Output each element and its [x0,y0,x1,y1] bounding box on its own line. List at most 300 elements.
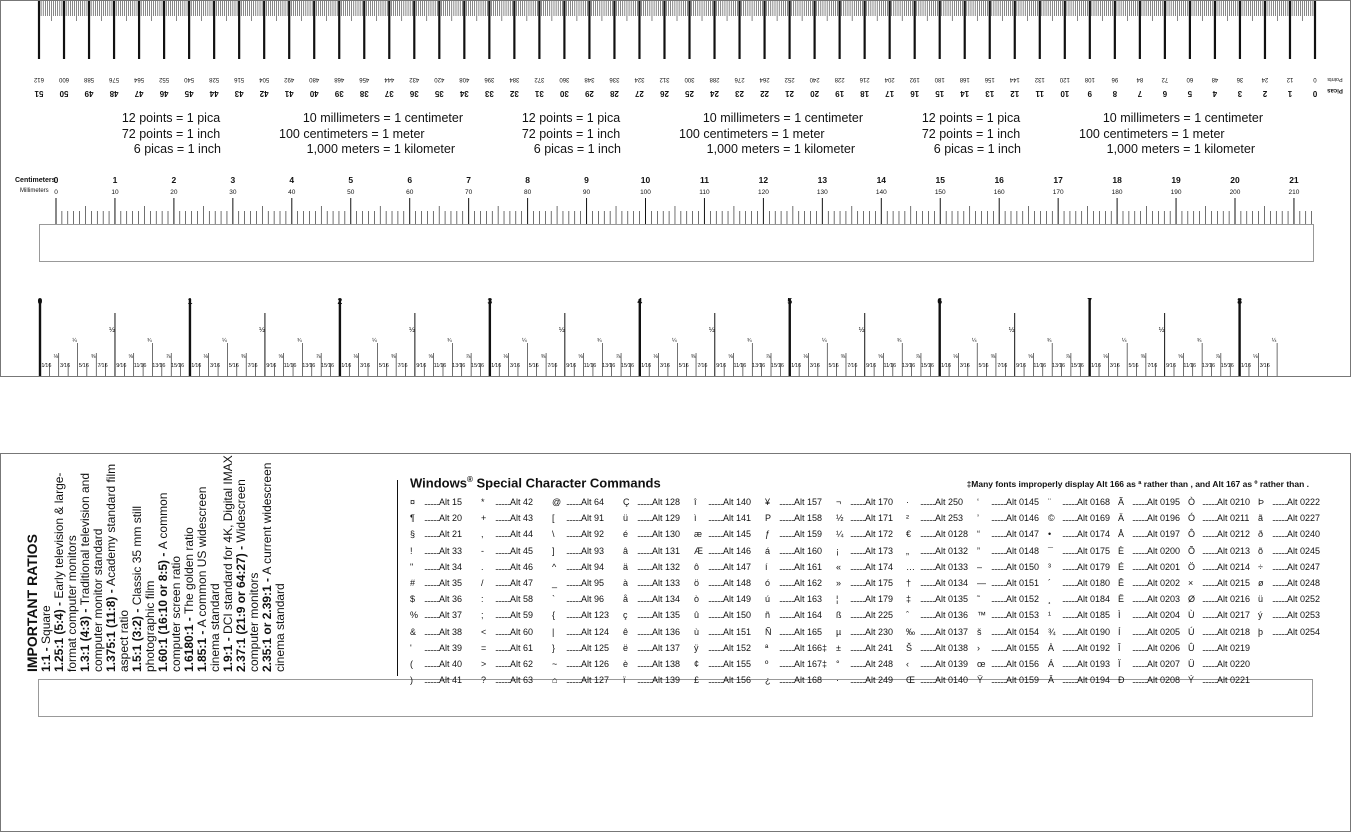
alt-column [977,494,1039,688]
alt-entry [836,607,893,623]
alt-leader: .......... [850,658,866,669]
alt-entry [694,526,751,542]
inch-fraction: ⅝ [128,354,134,360]
alt-code: Alt 147 [723,561,752,572]
alt-entry [1048,640,1110,656]
inch-fraction: ⅝ [278,354,283,360]
alt-code: Alt 158 [794,513,823,524]
alt-entry [836,543,893,559]
alt-char: ¤ [410,497,416,507]
alt-code: Alt 0195 [1147,497,1181,507]
windows-title-text: Windows [410,475,467,491]
windows-title [410,475,661,490]
points-number: 192 [909,76,920,82]
ratio-value: 1.5:1 (3:2) [130,615,144,672]
alt-char: ç [623,610,628,621]
points-number: 240 [809,76,820,82]
alt-entry [836,559,893,575]
alt-leader: .......... [566,545,582,556]
inch-fraction: 9⁄16 [716,363,727,369]
alt-entry [552,494,609,510]
points-number: 588 [84,76,95,82]
alt-entry [623,510,680,526]
cm-number: 2 [171,175,177,185]
inch-fraction: 13⁄16 [152,363,166,369]
points-number: 108 [1084,76,1095,82]
alt-entry [694,607,751,623]
inch-fraction: 7⁄16 [697,363,708,369]
cm-number: 3 [230,175,236,185]
alt-code: Alt 132 [652,561,681,572]
alt-column [552,494,609,688]
alt-leader: .......... [779,545,795,556]
alt-leader: .......... [424,561,440,572]
alt-leader: .......... [1132,594,1148,605]
pica-number: 42 [259,89,269,98]
inch-fraction: 15⁄16 [1070,363,1084,369]
alt-entry [410,543,462,559]
mm-number: 110 [699,189,710,196]
alt-char: > [481,658,487,669]
ratio-item [53,448,79,672]
alt-char: Ì [1118,610,1121,621]
points-number: 312 [659,76,670,82]
alt-char: › [977,642,980,653]
inch-fraction: 3⁄16 [959,363,970,369]
pica-number: 24 [710,89,719,98]
conversion-line: 6 picas = 1 inch [533,142,621,156]
alt-entry [694,591,751,607]
alt-leader: .......... [1272,513,1288,524]
alt-entry [977,559,1039,575]
points-number: 216 [859,76,870,82]
mm-number: 160 [993,189,1005,196]
points-number: 600 [59,76,70,82]
alt-code: Alt 45 [510,545,534,556]
alt-leader: .......... [708,642,724,653]
alt-leader: .......... [495,658,511,669]
alt-entry [552,559,609,575]
cm-number: 17 [1053,175,1063,185]
alt-column [906,494,968,688]
pica-number: 51 [34,89,44,98]
alt-leader: .......... [708,610,724,621]
inch-fraction: ⅛ [803,354,808,360]
ratios-title: IMPORTANT RATIOS [24,534,40,672]
alt-column [623,494,680,688]
alt-entry [623,559,680,575]
inch-fraction: ⅞ [465,354,471,360]
ratio-sep: - [52,598,66,610]
points-number: 48 [1211,76,1219,82]
inch-fraction: 9⁄16 [866,363,877,369]
alt-leader: .......... [1202,577,1218,588]
alt-leader: .......... [850,529,866,540]
alt-code: Alt 0139 [935,658,969,669]
alt-entry [1048,494,1110,510]
pica-number: 48 [109,89,119,98]
alt-leader: .......... [1272,610,1288,621]
alt-leader: .......... [1132,561,1148,572]
alt-char: ? [481,675,487,686]
pica-number: 50 [59,89,69,98]
ratio-value: 1:1 [39,654,53,672]
alt-char: Ã [1118,497,1125,507]
ratio-item [235,448,261,672]
inch-fraction: 1⁄16 [1090,363,1102,369]
alt-entry [1048,510,1110,526]
alt-code: Alt 0222 [1287,497,1321,507]
alt-entry [1118,575,1180,591]
cm-number: 4 [289,175,295,185]
alt-leader: .......... [991,561,1007,572]
alt-char: ± [836,642,841,653]
pica-number: 2 [1262,89,1268,98]
alt-entry [410,494,462,510]
alt-column [1258,494,1320,640]
inch-fraction: ⅛ [1103,354,1108,360]
alt-entry [623,543,680,559]
alt-entry [694,672,751,688]
alt-char: Û [1188,642,1195,653]
alt-leader: .......... [424,529,440,540]
alt-leader: .......... [1202,594,1218,605]
alt-char: ƒ [765,529,771,540]
alt-char: ³ [1048,561,1051,572]
inch-fraction: 9⁄16 [116,363,127,369]
pica-number: 33 [484,89,494,98]
alt-code: Alt 168 [794,675,823,686]
alt-code: Alt 0220 [1217,658,1251,669]
ratio-desc: Widescreen computer monitors [234,479,261,672]
alt-code: Alt 0175 [1077,545,1111,556]
alt-entry [765,559,827,575]
inch-fraction: 7⁄16 [397,363,408,369]
alt-entry [1048,607,1110,623]
inch-fraction: ⅜ [540,354,546,360]
inch-fraction: 5⁄16 [78,363,89,369]
alt-leader: .......... [1062,497,1078,507]
alt-entry [694,624,751,640]
alt-char: $ [410,594,416,605]
alt-entry [1188,640,1250,656]
alt-entry [623,656,680,672]
alt-code: Alt 95 [581,577,605,588]
alt-leader: .......... [424,610,440,621]
alt-leader: .......... [637,545,653,556]
alt-code: Alt 0155 [1006,642,1040,653]
alt-char: ã [1258,513,1264,524]
alt-code: Alt 0146 [1006,513,1040,524]
pica-number: 14 [960,89,970,98]
points-number: 288 [709,76,720,82]
ratio-sep: - [182,613,196,625]
inch-fraction: ¼ [671,338,677,344]
alt-char: † [906,577,912,588]
alt-char: Ï [1118,658,1121,669]
alt-char: ¯ [1048,545,1053,556]
alt-code: Alt 35 [439,577,463,588]
points-number: 60 [1186,76,1194,82]
alt-entry [836,624,893,640]
alt-char: ë [623,642,629,653]
ratio-sep: - [39,643,53,655]
alt-entry [481,656,533,672]
alt-entry [481,624,533,640]
inch-fraction: 1⁄16 [491,363,502,369]
inch-fraction: ¼ [821,338,827,344]
inch-fraction: 13⁄16 [602,363,616,369]
alt-code: Alt 0200 [1147,545,1181,556]
inch-fraction: ¾ [1046,338,1052,344]
inch-fraction: 3⁄16 [1109,363,1120,369]
alt-entry [1118,656,1180,672]
alt-leader: .......... [1132,577,1148,588]
alt-leader: .......... [991,658,1007,669]
alt-entry [765,656,827,672]
alt-code: Alt 20 [439,513,463,524]
cm-number: 11 [699,175,709,185]
alt-leader: .......... [1202,561,1218,572]
mm-number: 170 [1052,189,1064,196]
alt-leader: .......... [495,626,511,637]
alt-char: è [623,658,629,669]
inch-number: 6 [937,296,943,306]
alt-entry [906,494,968,510]
alt-char: ¶ [410,513,415,524]
alt-code: Alt 36 [439,594,463,605]
alt-code: Alt 0217 [1217,610,1251,621]
alt-leader: .......... [779,626,795,637]
alt-leader: .......... [708,497,724,507]
alt-entry [836,672,893,688]
points-number: 384 [509,76,520,82]
points-number: 480 [309,76,320,82]
inch-fraction: 9⁄16 [266,363,277,369]
inch-fraction: 11⁄16 [433,363,447,369]
alt-code: Alt 172 [865,529,894,540]
inch-fraction: 5⁄16 [378,363,389,369]
points-number: 276 [734,76,745,82]
alt-entry [552,640,609,656]
pica-number: 32 [509,89,519,98]
inch-fraction: 13⁄16 [1201,363,1216,369]
alt-leader: .......... [1062,561,1078,572]
points-number: 300 [684,76,695,82]
points-number: 432 [409,76,420,82]
alt-leader: .......... [566,626,582,637]
alt-leader: .......... [920,577,936,588]
alt-code: Alt 0205 [1147,626,1181,637]
alt-char: ö [694,577,700,588]
alt-char: · [836,675,839,686]
mm-number: 200 [1229,189,1241,196]
inch-fraction: ⅜ [1140,354,1146,360]
pica-number: 49 [84,89,94,98]
alt-code: Alt 0156 [1006,658,1040,669]
alt-char: µ [836,626,842,637]
alt-code: Alt 241 [865,642,894,653]
alt-char: ™ [977,610,986,621]
alt-column [1118,494,1180,688]
alt-entry [977,656,1039,672]
alt-code: Alt 58 [510,594,534,605]
alt-leader: .......... [1062,577,1078,588]
inch-fraction: ½ [408,327,415,334]
alt-code: Alt 135 [652,610,681,621]
ratio-desc: Square [39,605,53,644]
pica-number: 47 [134,89,144,98]
mm-number: 20 [170,189,178,196]
alt-code: Alt 41 [439,675,463,686]
alt-leader: .......... [1132,675,1148,686]
alt-leader: .......... [566,594,582,605]
alt-char: Ó [1188,513,1196,524]
alt-leader: .......... [991,529,1007,540]
alt-char: • [1048,529,1052,540]
inch-fraction: 1⁄16 [641,363,652,369]
alt-leader: .......... [779,513,795,524]
alt-char: © [1048,513,1055,524]
alt-leader: .......... [1132,545,1148,556]
alt-char: ª [765,642,769,653]
alt-char: ø [1258,577,1264,588]
alt-leader: .......... [424,577,440,588]
alt-code: Alt 171 [865,513,894,524]
alt-char: ¦ [836,594,839,605]
alt-char: Ë [1118,594,1125,605]
inch-fraction: 11⁄16 [733,363,747,369]
inch-fraction: ⅜ [240,354,246,360]
alt-char: Ú [1188,626,1195,637]
alt-code: Alt 225 [865,610,894,621]
pica-number: 29 [584,89,594,98]
pica-number: 12 [1010,89,1020,98]
alt-entry [906,624,968,640]
alt-code: Alt 0211 [1217,513,1250,524]
alt-entry [481,510,533,526]
alt-char: Æ [694,545,703,556]
alt-entry [623,624,680,640]
alt-code: Alt 123 [581,610,610,621]
alt-char: × [1188,577,1194,588]
pica-number: 40 [309,89,319,98]
ruler-card [0,0,1351,377]
alt-column [1188,494,1250,688]
alt-entry [552,607,609,623]
inch-fraction: ¾ [297,338,302,344]
cm-number: 14 [876,175,887,185]
alt-char: À [1048,642,1055,653]
pica-number: 35 [434,89,444,98]
alt-code: Alt 156 [723,675,752,686]
pica-number: 1 [1287,89,1293,98]
inch-fraction: 7⁄16 [97,363,108,369]
points-number: 444 [384,76,395,82]
inch-fraction: ½ [558,327,565,334]
alt-entry [1258,575,1320,591]
alt-leader: .......... [708,577,724,588]
inch-fraction: ¾ [447,338,452,344]
alt-leader: .......... [1202,626,1218,637]
alt-code: Alt 0133 [935,561,969,572]
alt-code: Alt 248 [865,658,894,669]
alt-code: Alt 0128 [935,529,969,540]
inch-fraction: ⅝ [578,354,583,360]
cm-number: 15 [935,175,945,185]
inch-fraction: 9⁄16 [566,363,577,369]
alt-leader: .......... [424,658,440,669]
alt-column [694,494,751,688]
inch-fraction: 3⁄16 [809,363,820,369]
cm-number: 9 [584,175,589,185]
alt-code: Alt 137 [652,642,681,653]
alt-char: Á [1048,658,1055,669]
alt-entry [836,526,893,542]
alt-char: ´ [1048,577,1051,588]
alt-entry [765,494,827,510]
inch-fraction: ⅛ [53,354,59,360]
alt-code: Alt 92 [581,529,605,540]
inch-fraction: ¼ [1121,338,1127,344]
alt-char: ß [836,610,842,621]
alt-char: ” [977,545,980,556]
pica-number: 39 [334,89,344,98]
alt-entry [410,640,462,656]
points-number: 156 [984,76,995,82]
alt-char: Þ [1258,497,1265,507]
alt-code: Alt 0208 [1147,675,1181,686]
alt-entry [1048,672,1110,688]
conversion-line: 6 picas = 1 inch [933,142,1021,156]
inch-fraction: 5⁄16 [828,363,839,369]
alt-leader: .......... [566,675,582,686]
alt-code: Alt 33 [439,545,463,556]
points-number: 264 [759,76,770,82]
pica-number: 21 [785,89,795,98]
alt-entry [906,656,968,672]
conversion-line: 12 points = 1 pica [921,111,1021,125]
ratio-value: 1.6180:1 [182,624,196,672]
alt-char: Ð [1118,675,1125,686]
inch-fraction: ½ [858,327,865,334]
alt-entry [552,543,609,559]
ratio-desc: Traditional television and computer monitor standard [78,472,105,672]
alt-code: Alt 170 [865,497,894,507]
alt-leader: .......... [920,675,936,686]
pica-number: 20 [810,89,820,98]
inch-fraction: ¼ [72,338,77,344]
points-number: 372 [534,76,545,82]
ratio-value: 1.25:1 (5:4) [52,609,66,672]
pica-number: 11 [1035,89,1045,98]
alt-code: Alt 0153 [1006,610,1040,621]
alt-code: Alt 0179 [1077,561,1111,572]
alt-leader: .......... [991,545,1007,556]
alt-leader: .......... [850,642,866,653]
ratio-value: 1.3:1 (4:3) [78,615,92,672]
alt-code: Alt 250 [935,497,964,507]
alt-column [765,494,827,688]
alt-code: Alt 0215 [1217,577,1251,588]
inch-fraction: ¼ [971,338,977,344]
alt-entry [694,656,751,672]
metric-conversions-3 [1079,111,1263,158]
inch-fraction: ¾ [896,338,902,344]
inch-fraction: 13⁄16 [902,363,916,369]
alt-leader: .......... [779,642,795,653]
alt-leader: .......... [1132,626,1148,637]
